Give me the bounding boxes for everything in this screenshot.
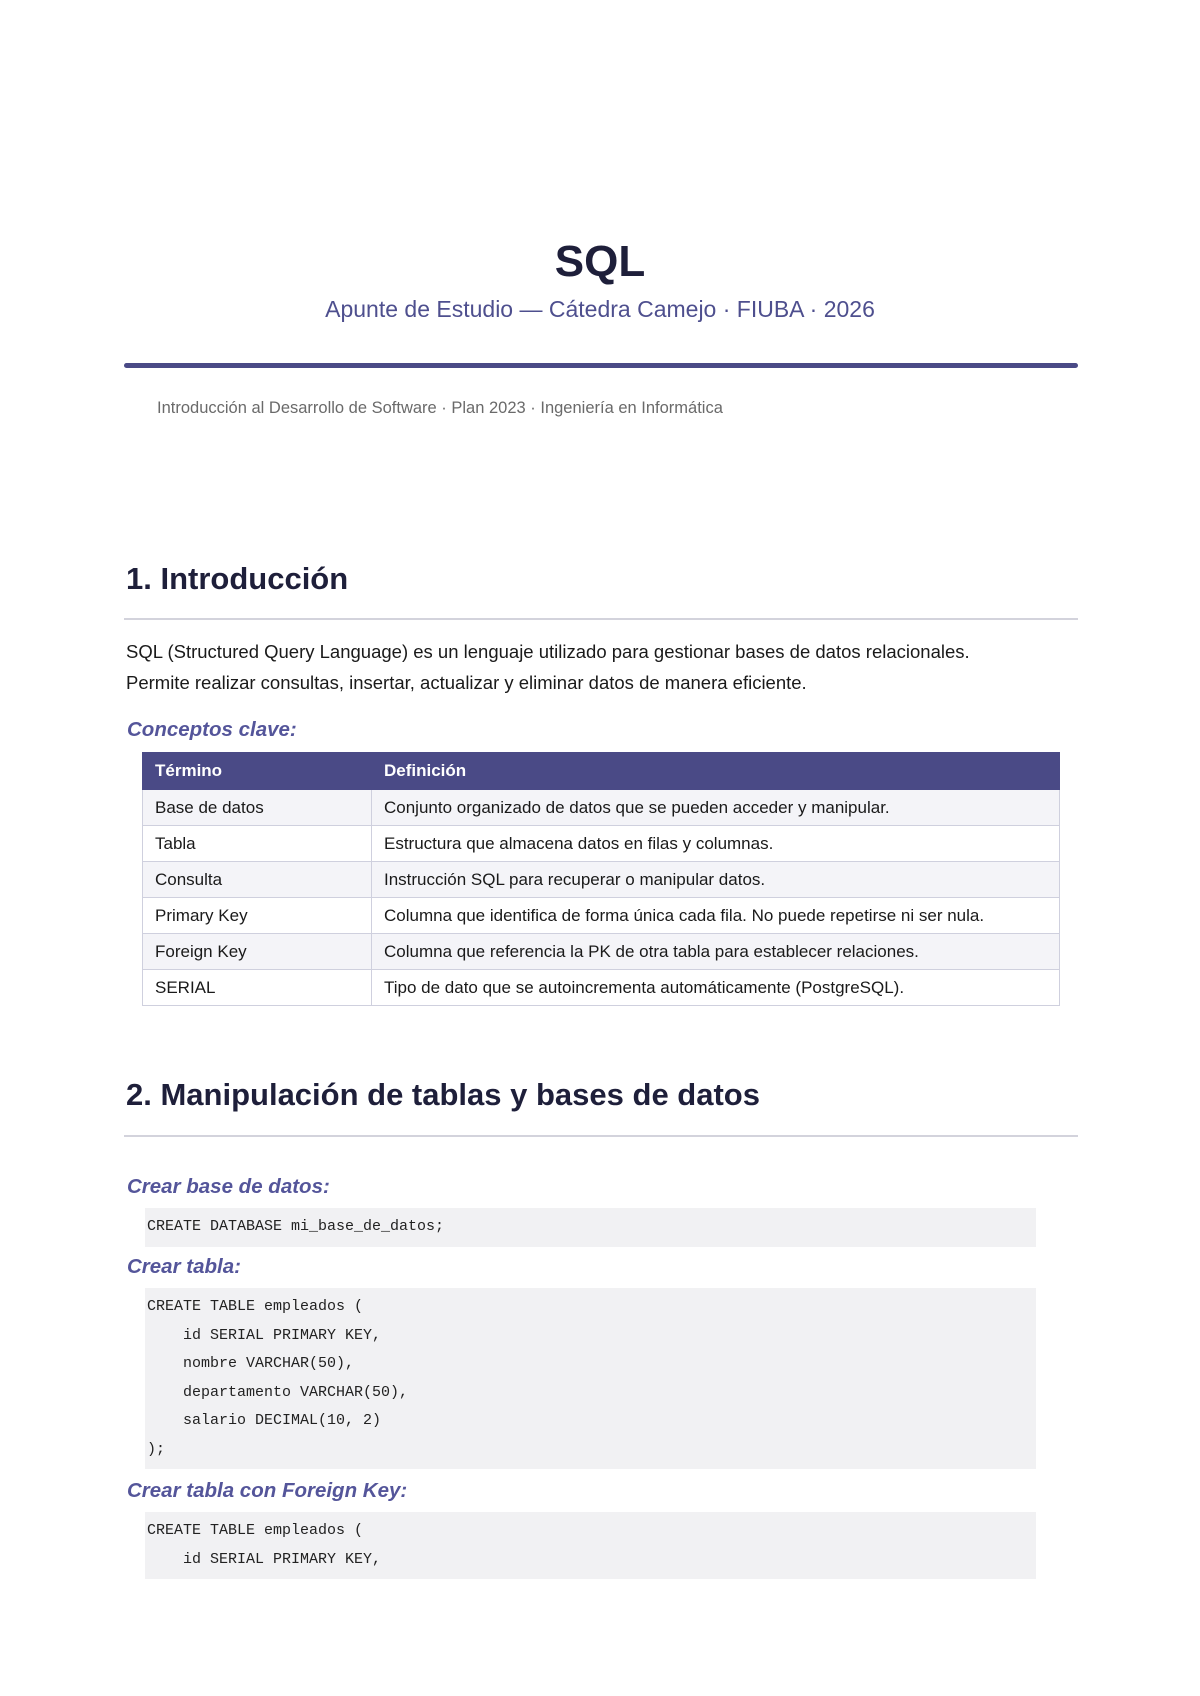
definition-cell: Instrucción SQL para recuperar o manipular datos.	[372, 862, 1060, 898]
term-cell: Primary Key	[143, 898, 372, 934]
column-header-definition: Definición	[372, 753, 1060, 790]
table-row	[143, 934, 1060, 970]
section-heading-introduccion: 1. Introducción	[126, 561, 349, 596]
table-row	[143, 898, 1060, 934]
table-row	[143, 970, 1060, 1006]
document-title: SQL	[554, 237, 646, 286]
header-divider	[124, 363, 1078, 368]
definition-cell: Columna que identifica de forma única cada fila. No puede repetirse ni ser nula.	[372, 898, 1060, 934]
course-info: Introducción al Desarrollo de Software · Plan 2023 · Ingeniería en Informática	[157, 399, 723, 417]
section-divider	[124, 1135, 1078, 1137]
create-fk-table-label: Crear tabla con Foreign Key:	[127, 1479, 408, 1502]
create-table-code: CREATE TABLE empleados ( id SERIAL PRIMARY KEY, nombre VARCHAR(50), departamento VARCHAR(50), salario DECIMAL(10, 2) );	[145, 1288, 1036, 1469]
definition-cell: Tipo de dato que se autoincrementa automáticamente (PostgreSQL).	[372, 970, 1060, 1006]
definition-cell: Estructura que almacena datos en filas y columnas.	[372, 826, 1060, 862]
term-cell: Consulta	[143, 862, 372, 898]
definition-cell: Conjunto organizado de datos que se pueden acceder y manipular.	[372, 790, 1060, 826]
table-row	[143, 862, 1060, 898]
definition-cell: Columna que referencia la PK de otra tabla para establecer relaciones.	[372, 934, 1060, 970]
section-divider	[124, 618, 1078, 620]
term-cell: Foreign Key	[143, 934, 372, 970]
create-database-code: CREATE DATABASE mi_base_de_datos;	[145, 1208, 1036, 1247]
create-database-label: Crear base de datos:	[127, 1175, 330, 1198]
term-cell: Base de datos	[143, 790, 372, 826]
table-row	[143, 790, 1060, 826]
create-table-label: Crear tabla:	[127, 1255, 241, 1278]
section-heading-manipulacion: 2. Manipulación de tablas y bases de datos	[126, 1077, 760, 1112]
document-subtitle: Apunte de Estudio — Cátedra Camejo · FIUBA · 2026	[325, 296, 875, 322]
create-fk-table-code: CREATE TABLE empleados ( id SERIAL PRIMARY KEY,	[145, 1512, 1036, 1579]
concepts-table	[142, 752, 1060, 1006]
intro-paragraph	[126, 636, 1076, 698]
intro-line-2: Permite realizar consultas, insertar, actualizar y eliminar datos de manera eficiente.	[126, 672, 807, 693]
table-header-row	[143, 753, 1060, 790]
column-header-term: Término	[143, 753, 372, 790]
table-row	[143, 826, 1060, 862]
concepts-label: Conceptos clave:	[127, 718, 297, 741]
term-cell: Tabla	[143, 826, 372, 862]
intro-line-1: SQL (Structured Query Language) es un lenguaje utilizado para gestionar bases de datos relacionales.	[126, 641, 970, 662]
term-cell: SERIAL	[143, 970, 372, 1006]
